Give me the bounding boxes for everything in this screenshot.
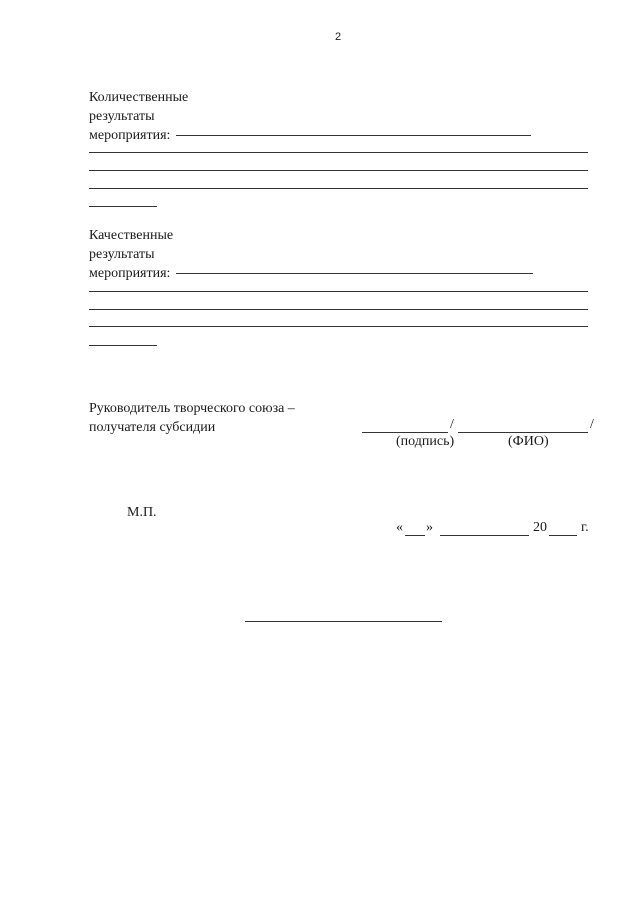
day-field-line[interactable]	[405, 535, 425, 536]
qualitative-label-line3: мероприятия:	[89, 266, 171, 281]
year-field-line[interactable]	[549, 535, 577, 536]
qualitative-input-line-3[interactable]	[89, 309, 588, 310]
quantitative-label-line2: результаты	[89, 109, 155, 124]
qualitative-input-line-1[interactable]	[176, 273, 533, 274]
closing-divider	[245, 621, 442, 622]
page-number: 2	[335, 31, 342, 43]
quantitative-input-line-4[interactable]	[89, 188, 588, 189]
qualitative-label-line2: результаты	[89, 247, 155, 262]
date-close-quote: »	[426, 520, 433, 535]
quantitative-input-line-2[interactable]	[89, 152, 588, 153]
stamp-label: М.П.	[127, 505, 157, 520]
qualitative-label-line1: Качественные	[89, 228, 174, 243]
signature-caption: (подпись)	[396, 434, 455, 449]
year-suffix: г.	[581, 520, 589, 535]
qualitative-input-line-5[interactable]	[89, 345, 157, 346]
qualitative-input-line-4[interactable]	[89, 326, 588, 327]
head-role-line2: получателя субсидии	[89, 420, 216, 435]
quantitative-label-line1: Количественные	[89, 90, 189, 105]
head-role-line1: Руководитель творческого союза –	[89, 401, 295, 416]
quantitative-input-line-3[interactable]	[89, 170, 588, 171]
quantitative-input-line-1[interactable]	[176, 135, 531, 136]
date-open-quote: «	[396, 520, 403, 535]
quantitative-input-line-5[interactable]	[89, 206, 157, 207]
qualitative-input-line-2[interactable]	[89, 291, 588, 292]
name-caption: (ФИО)	[508, 434, 549, 449]
month-field-line[interactable]	[440, 535, 529, 536]
year-prefix: 20	[533, 520, 547, 535]
quantitative-label-line3: мероприятия:	[89, 128, 171, 143]
signature-end-slash: /	[590, 417, 594, 432]
signature-slash: /	[450, 417, 454, 432]
